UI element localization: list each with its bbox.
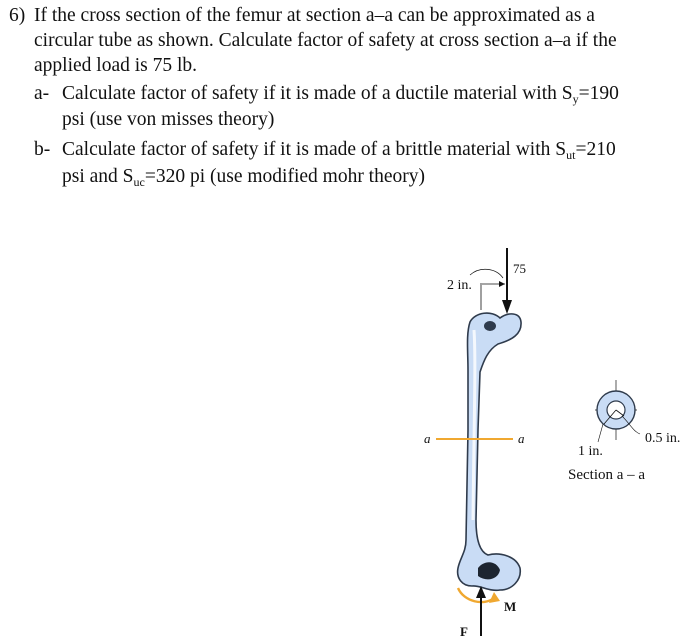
- inner-dimension-label: 0.5 in.: [645, 431, 681, 446]
- part-b-marker: b-: [34, 139, 51, 160]
- problem-line-1: If the cross section of the femur at section a–a can be approximated as a: [34, 5, 595, 26]
- part-a-value: =190: [578, 83, 619, 104]
- part-b-line-2-pre: psi and S: [62, 166, 134, 187]
- force-label: F: [460, 624, 468, 639]
- problem-line-3: applied load is 75 lb.: [34, 55, 198, 76]
- part-a-line-2: psi (use von misses theory): [62, 109, 275, 130]
- part-b-subscript-ut: ut: [566, 148, 576, 162]
- load-label: 75: [513, 261, 526, 276]
- moment-label: M: [504, 599, 517, 614]
- part-b-line-2-post: =320 pi (use modified mohr theory): [144, 166, 425, 187]
- part-b-value: =210: [575, 139, 616, 160]
- offset-dimension: [470, 269, 505, 310]
- section-label-left: a: [424, 431, 431, 446]
- outer-dimension-label: 1 in.: [578, 444, 603, 459]
- problem-number: 6): [9, 5, 26, 26]
- offset-label: 2 in.: [447, 278, 472, 293]
- cross-section: [595, 380, 640, 442]
- femur-bone: [458, 313, 521, 590]
- load-arrow: [502, 248, 512, 314]
- part-b-text: Calculate factor of safety if it is made of a brittle material with S: [62, 139, 567, 160]
- section-caption: Section a – a: [568, 467, 646, 483]
- force-arrow: [476, 586, 486, 636]
- part-a-subscript: y: [572, 92, 579, 106]
- part-a-marker: a-: [34, 83, 50, 104]
- part-b-subscript-uc: uc: [133, 175, 145, 189]
- problem-line-2: circular tube as shown. Calculate factor of safety at cross section a–a if the: [34, 30, 617, 51]
- part-a-text: Calculate factor of safety if it is made of a ductile material with S: [62, 83, 573, 104]
- section-label-right: a: [518, 431, 525, 446]
